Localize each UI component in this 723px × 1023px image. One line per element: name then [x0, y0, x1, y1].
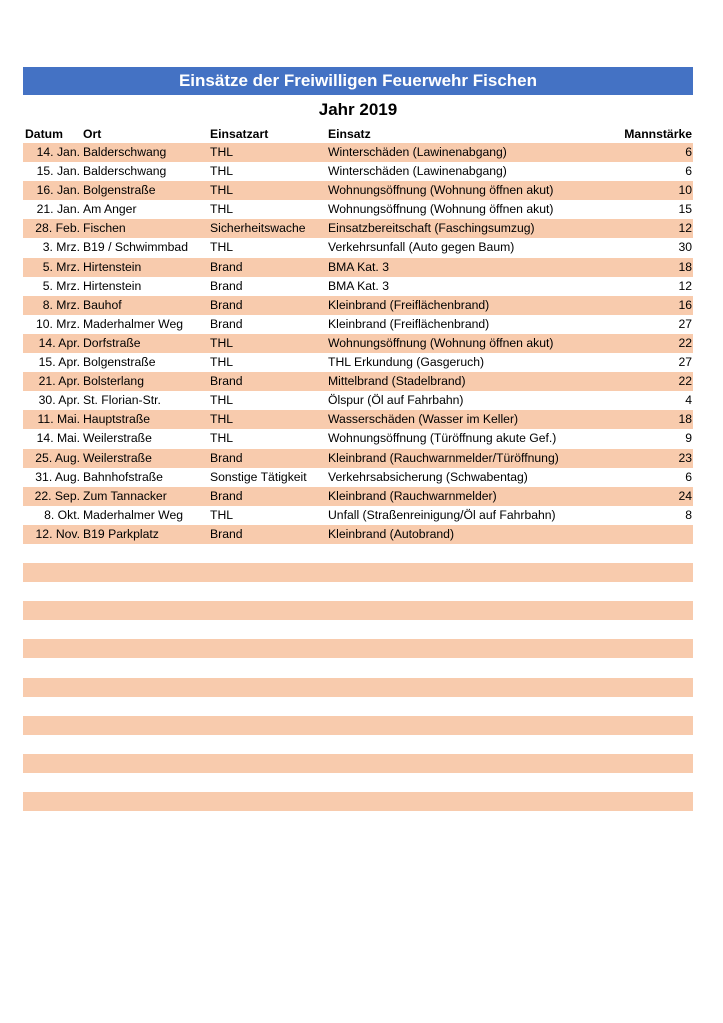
table-row	[23, 525, 693, 544]
cell-datum: 5. Mrz.	[42, 278, 80, 293]
cell-datum: 16. Jan.	[23, 181, 83, 200]
table-header-row	[23, 125, 693, 143]
cell-datum: 30. Apr.	[38, 393, 80, 408]
empty-shaded-row	[23, 716, 693, 735]
cell-einsatz: Kleinbrand (Rauchwarnmelder/Türöffnung)	[328, 449, 608, 468]
empty-rows	[23, 563, 693, 830]
cell-ort: Bolgenstraße	[83, 181, 210, 200]
cell-einsatz: Kleinbrand (Freiflächenbrand)	[328, 296, 608, 315]
cell-datum: 28. Feb.	[23, 219, 83, 238]
cell-ort: Hauptstraße	[83, 410, 210, 429]
cell-einsatzart: Brand	[210, 487, 328, 506]
cell-mannstaerke: 27	[678, 355, 692, 370]
cell-ort: Bahnhofstraße	[83, 469, 163, 484]
cell-einsatz: THL Erkundung (Gasgeruch)	[328, 355, 485, 370]
cell-datum: 15. Apr.	[38, 355, 80, 370]
cell-einsatzart: Brand	[210, 449, 328, 468]
column-header-einsatzart: Einsatzart	[210, 127, 269, 141]
empty-shaded-row	[23, 792, 693, 811]
cell-mannstaerke: 18	[608, 410, 693, 429]
cell-datum: 10. Mrz.	[35, 316, 80, 331]
cell-einsatzart: THL	[210, 181, 328, 200]
cell-einsatz: Einsatzbereitschaft (Faschingsumzug)	[328, 219, 608, 238]
cell-ort: Weilerstraße	[83, 431, 152, 446]
column-header-einsatz: Einsatz	[328, 127, 371, 141]
cell-einsatz: Verkehrsabsicherung (Schwabentag)	[328, 469, 528, 484]
report-year: Jahr 2019	[318, 100, 398, 119]
cell-ort: Balderschwang	[83, 164, 167, 179]
table-row	[23, 487, 693, 506]
empty-shaded-row	[23, 601, 693, 620]
cell-mannstaerke: 15	[678, 202, 692, 217]
cell-einsatzart: Brand	[210, 372, 328, 391]
cell-ort: Am Anger	[83, 202, 137, 217]
cell-datum: 21. Apr.	[23, 372, 83, 391]
cell-ort: Balderschwang	[83, 143, 210, 162]
table-row	[23, 391, 693, 410]
cell-mannstaerke: 30	[678, 240, 692, 255]
table-row	[23, 468, 693, 487]
table-row	[23, 143, 693, 162]
cell-ort: Maderhalmer Weg	[83, 507, 184, 522]
cell-einsatz: Wohnungsöffnung (Wohnung öffnen akut)	[328, 181, 608, 200]
cell-datum: 15. Jan.	[36, 164, 80, 179]
report-title: Einsätze der Freiwilligen Feuerwehr Fischen	[23, 67, 693, 95]
cell-einsatz: Verkehrsunfall (Auto gegen Baum)	[328, 240, 515, 255]
cell-einsatzart: THL	[210, 334, 328, 353]
cell-mannstaerke: 8	[685, 507, 692, 522]
cell-einsatzart: THL	[210, 410, 328, 429]
cell-ort: B19 Parkplatz	[83, 525, 210, 544]
cell-einsatzart: THL	[210, 202, 234, 217]
cell-ort: B19 / Schwimmbad	[83, 240, 188, 255]
table-row	[23, 258, 693, 277]
cell-datum: 14. Jan.	[23, 143, 83, 162]
empty-shaded-row	[23, 639, 693, 658]
cell-ort: Hirtenstein	[83, 278, 142, 293]
cell-ort: Bauhof	[83, 296, 210, 315]
cell-ort: Dorfstraße	[83, 334, 210, 353]
cell-einsatzart: Brand	[210, 258, 328, 277]
cell-mannstaerke: 12	[678, 278, 692, 293]
cell-datum: 31. Aug.	[35, 469, 80, 484]
cell-einsatzart: Sonstige Tätigkeit	[210, 469, 307, 484]
cell-datum: 11. Mai.	[23, 410, 83, 429]
cell-einsatz: Wasserschäden (Wasser im Keller)	[328, 410, 608, 429]
cell-einsatzart: THL	[210, 431, 234, 446]
cell-einsatzart: THL	[210, 393, 234, 408]
cell-einsatz: Kleinbrand (Freiflächenbrand)	[328, 316, 490, 331]
cell-mannstaerke: 24	[608, 487, 693, 506]
cell-mannstaerke: 12	[608, 219, 693, 238]
cell-ort: Bolsterlang	[83, 372, 210, 391]
cell-mannstaerke: 6	[685, 469, 692, 484]
cell-datum: 5. Mrz.	[23, 258, 83, 277]
cell-mannstaerke: 23	[608, 449, 693, 468]
column-header-mannstaerke: Mannstärke	[624, 127, 692, 141]
cell-mannstaerke: 9	[685, 431, 692, 446]
cell-mannstaerke: 6	[685, 164, 692, 179]
cell-ort: St. Florian-Str.	[83, 393, 161, 408]
cell-datum: 3. Mrz.	[42, 240, 80, 255]
cell-einsatzart: Brand	[210, 278, 243, 293]
cell-einsatzart: THL	[210, 355, 234, 370]
table-row	[23, 277, 693, 296]
cell-einsatz: Winterschäden (Lawinenabgang)	[328, 164, 507, 179]
table-row	[23, 162, 693, 181]
cell-datum: 14. Mai.	[36, 431, 80, 446]
cell-datum: 14. Apr.	[23, 334, 83, 353]
cell-einsatz: Wohnungsöffnung (Türöffnung akute Gef.)	[328, 431, 557, 446]
cell-mannstaerke: 27	[678, 316, 692, 331]
cell-einsatzart: THL	[210, 143, 328, 162]
cell-einsatz: Unfall (Straßenreinigung/Öl auf Fahrbahn)	[328, 507, 556, 522]
cell-datum: 12. Nov.	[23, 525, 83, 544]
cell-mannstaerke: 18	[608, 258, 693, 277]
table-row	[23, 449, 693, 468]
cell-ort: Zum Tannacker	[83, 487, 210, 506]
column-header-datum: Datum	[25, 127, 63, 141]
cell-mannstaerke	[608, 525, 693, 544]
table-row	[23, 238, 693, 257]
cell-ort: Maderhalmer Weg	[83, 316, 184, 331]
cell-einsatz: Ölspur (Öl auf Fahrbahn)	[328, 393, 464, 408]
table-row	[23, 200, 693, 219]
cell-einsatz: Wohnungsöffnung (Wohnung öffnen akut)	[328, 202, 554, 217]
report-sheet	[23, 67, 693, 544]
table-row	[23, 506, 693, 525]
cell-einsatzart: THL	[210, 507, 234, 522]
cell-datum: 8. Okt.	[44, 507, 80, 522]
cell-einsatz: Kleinbrand (Autobrand)	[328, 525, 608, 544]
empty-shaded-row	[23, 678, 693, 697]
cell-einsatzart: Sicherheitswache	[210, 219, 328, 238]
cell-einsatz: BMA Kat. 3	[328, 258, 608, 277]
cell-einsatzart: THL	[210, 164, 234, 179]
cell-datum: 21. Jan.	[36, 202, 80, 217]
cell-mannstaerke: 22	[608, 372, 693, 391]
cell-mannstaerke: 4	[685, 393, 692, 408]
cell-mannstaerke: 16	[608, 296, 693, 315]
table-row	[23, 181, 693, 200]
cell-ort: Weilerstraße	[83, 449, 210, 468]
table-row	[23, 334, 693, 353]
cell-einsatz: Kleinbrand (Rauchwarnmelder)	[328, 487, 608, 506]
cell-einsatz: BMA Kat. 3	[328, 278, 389, 293]
cell-einsatz: Mittelbrand (Stadelbrand)	[328, 372, 608, 391]
cell-mannstaerke: 6	[608, 143, 693, 162]
cell-ort: Bolgenstraße	[83, 355, 156, 370]
cell-einsatzart: Brand	[210, 296, 328, 315]
table-row	[23, 219, 693, 238]
empty-shaded-row	[23, 563, 693, 582]
empty-shaded-row	[23, 754, 693, 773]
cell-datum: 22. Sep.	[23, 487, 83, 506]
incidents-table	[23, 125, 693, 544]
table-row	[23, 353, 693, 372]
cell-mannstaerke: 22	[608, 334, 693, 353]
cell-ort: Hirtenstein	[83, 258, 210, 277]
table-row	[23, 410, 693, 429]
cell-einsatzart: Brand	[210, 316, 243, 331]
cell-datum: 8. Mrz.	[23, 296, 83, 315]
cell-einsatzart: THL	[210, 240, 234, 255]
cell-mannstaerke: 10	[608, 181, 693, 200]
table-row	[23, 315, 693, 334]
cell-ort: Fischen	[83, 219, 210, 238]
cell-einsatzart: Brand	[210, 525, 328, 544]
column-header-ort: Ort	[83, 127, 102, 141]
cell-datum: 25. Aug.	[23, 449, 83, 468]
table-row	[23, 429, 693, 448]
cell-einsatz: Wohnungsöffnung (Wohnung öffnen akut)	[328, 334, 608, 353]
table-row	[23, 296, 693, 315]
cell-einsatz: Winterschäden (Lawinenabgang)	[328, 143, 608, 162]
table-row	[23, 372, 693, 391]
